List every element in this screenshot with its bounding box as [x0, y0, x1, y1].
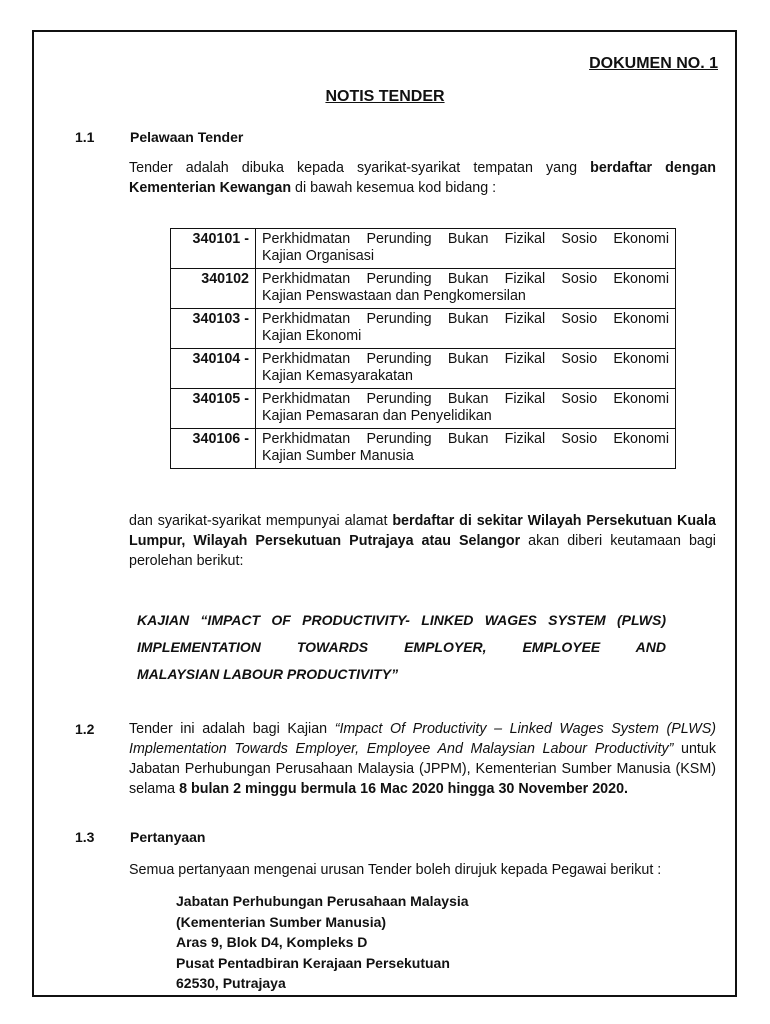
- inquiry-text: Semua pertanyaan mengenai urusan Tender boleh dirujuk kepada Pegawai berikut :: [129, 862, 662, 878]
- field-description-line-2: Kajian Penswastaan dan Pengkomersilan: [262, 288, 526, 304]
- field-description-line-1: Perkhidmatan Perunding Bukan Fizikal Sosio Ekonomi: [262, 231, 669, 247]
- code-table-row: [171, 349, 676, 389]
- field-description: [256, 349, 676, 389]
- section-heading-pelawaan: Pelawaan Tender: [130, 129, 244, 145]
- study-title: [137, 607, 666, 688]
- section-number-1-2: 1.2: [75, 721, 95, 737]
- field-description-line-2: Kajian Organisasi: [262, 248, 375, 264]
- location-text-bold: berdaftar di sekitar Wilayah Persekutuan Kuala Lumpur, Wilayah Persekutuan Putrajaya atau Selangor: [129, 513, 716, 549]
- field-code: 340104 -: [171, 349, 256, 389]
- code-table-row: [171, 389, 676, 429]
- code-table-row: [171, 229, 676, 269]
- address-line: Aras 9, Blok D4, Kompleks D: [176, 934, 368, 950]
- field-description-line-2: Kajian Ekonomi: [262, 328, 362, 344]
- contact-address: [176, 891, 469, 994]
- field-description: [256, 269, 676, 309]
- address-line: 62530, Putrajaya: [176, 975, 286, 991]
- intro-text-a: Tender adalah dibuka kepada syarikat-syarikat tempatan yang: [129, 160, 591, 176]
- document-number: DOKUMEN NO. 1: [589, 55, 718, 72]
- field-description: [256, 229, 676, 269]
- section-1-2-paragraph: [129, 719, 716, 799]
- section-heading-pertanyaan: Pertanyaan: [130, 829, 206, 845]
- code-table-row: [171, 309, 676, 349]
- field-description-line-1: Perkhidmatan Perunding Bukan Fizikal Sosio Ekonomi: [262, 311, 669, 327]
- field-description: [256, 389, 676, 429]
- study-title-line-3: MALAYSIAN LABOUR PRODUCTIVITY”: [137, 666, 399, 682]
- address-line: Pusat Pentadbiran Kerajaan Persekutuan: [176, 954, 450, 971]
- code-table: [170, 228, 676, 469]
- field-code: 340101 -: [171, 229, 256, 269]
- address-line: (Kementerian Sumber Manusia): [176, 913, 387, 930]
- field-code: 340102: [171, 269, 256, 309]
- s12-text-c: untuk Jabatan Perhubungan Perusahaan Malaysia (JPPM), Kementerian Sumber Manusia (KSM) selama: [129, 741, 716, 797]
- s12-text-a: Tender ini adalah bagi Kajian: [129, 721, 335, 737]
- location-text-c: akan diberi keutamaan bagi perolehan berikut:: [129, 533, 716, 569]
- intro-text-c: di bawah kesemua kod bidang :: [291, 180, 497, 196]
- code-table-row: [171, 429, 676, 469]
- location-text-a: dan syarikat-syarikat mempunyai alamat: [129, 513, 393, 529]
- field-description-line-1: Perkhidmatan Perunding Bukan Fizikal Sosio Ekonomi: [262, 271, 669, 287]
- code-table-row: [171, 269, 676, 309]
- location-paragraph: [129, 511, 716, 571]
- field-description: [256, 309, 676, 349]
- section-number-1-3: 1.3: [75, 829, 95, 845]
- field-description: [256, 429, 676, 469]
- intro-text-bold: berdaftar dengan Kementerian Kewangan: [129, 160, 717, 196]
- field-description-line-2: Kajian Sumber Manusia: [262, 448, 414, 464]
- field-code: 340106 -: [171, 429, 256, 469]
- study-title-line-2: IMPLEMENTATION TOWARDS EMPLOYER, EMPLOYEE AND: [137, 639, 666, 655]
- page-title: NOTIS TENDER: [325, 88, 445, 105]
- section-number-1-1: 1.1: [75, 129, 95, 145]
- s12-text-italic: “Impact Of Productivity – Linked Wages System (PLWS) Implementation Towards Employer, Employee And Malaysian Labour Productivity”: [129, 721, 716, 757]
- field-description-line-2: Kajian Pemasaran dan Penyelidikan: [262, 408, 492, 424]
- field-code: 340105 -: [171, 389, 256, 429]
- s12-text-bold: 8 bulan 2 minggu bermula 16 Mac 2020 hingga 30 November 2020.: [179, 781, 628, 797]
- field-code: 340103 -: [171, 309, 256, 349]
- field-description-line-1: Perkhidmatan Perunding Bukan Fizikal Sosio Ekonomi: [262, 391, 669, 407]
- address-line: Jabatan Perhubungan Perusahaan Malaysia: [176, 893, 469, 909]
- field-description-line-1: Perkhidmatan Perunding Bukan Fizikal Sosio Ekonomi: [262, 351, 669, 367]
- intro-paragraph: [129, 158, 716, 198]
- field-description-line-1: Perkhidmatan Perunding Bukan Fizikal Sosio Ekonomi: [262, 431, 669, 447]
- study-title-line-1: KAJIAN “IMPACT OF PRODUCTIVITY- LINKED WAGES SYSTEM (PLWS): [137, 612, 666, 628]
- field-description-line-2: Kajian Kemasyarakatan: [262, 368, 413, 384]
